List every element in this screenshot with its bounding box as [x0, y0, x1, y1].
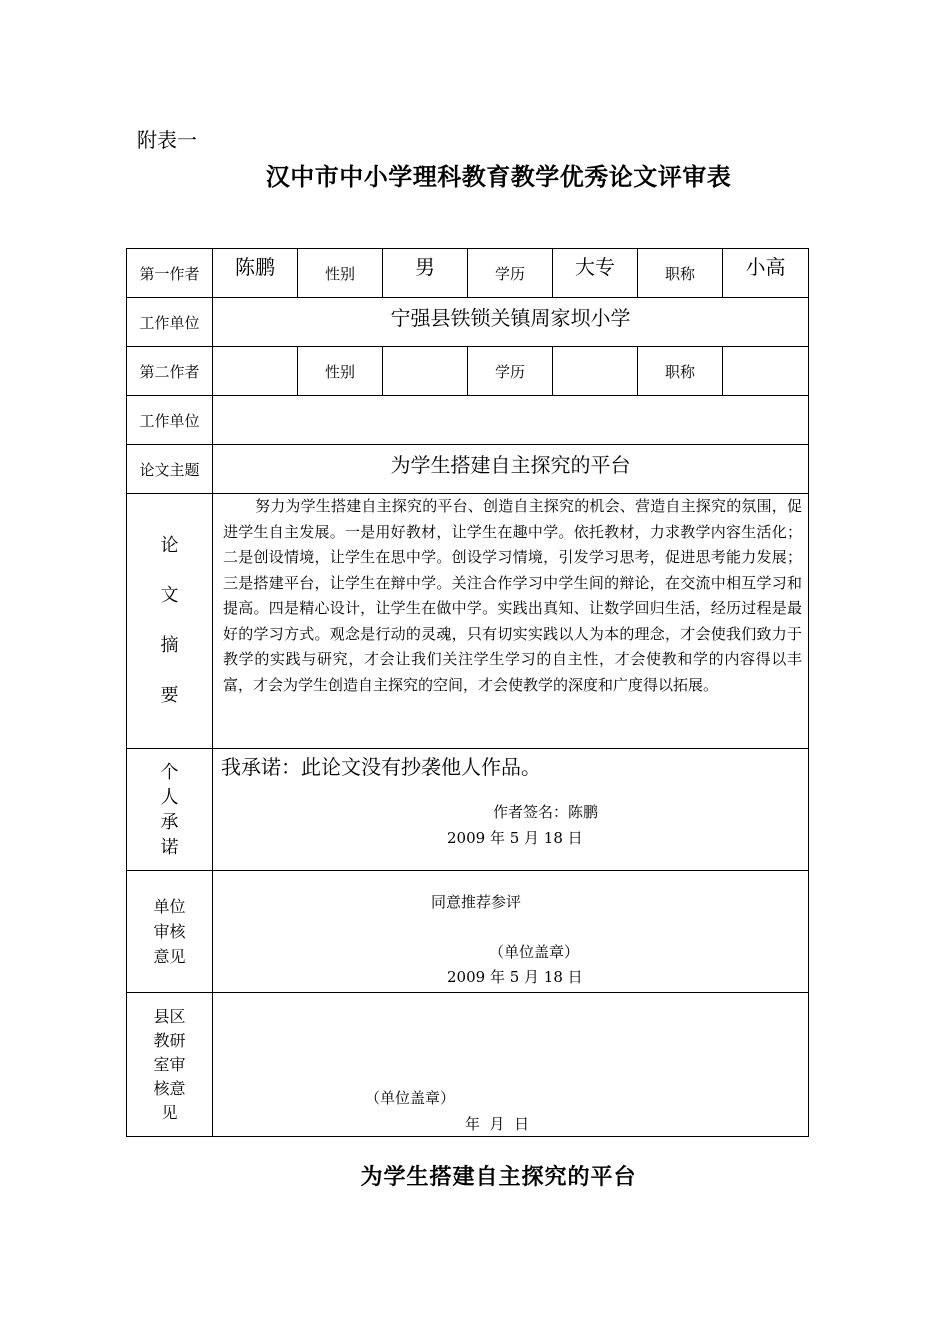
professional-title-label: 职称	[638, 249, 723, 298]
unit-review-label-line: 审核	[153, 922, 186, 941]
abstract-label	[127, 494, 213, 749]
table-row-second-unit	[127, 396, 809, 445]
education-label: 学历	[468, 249, 553, 298]
education-value: 大专	[553, 249, 638, 298]
abstract-text: 努力为学生搭建自主探究的平台、创造自主探究的机会、营造自主探究的氛围，促进学生自主发展。一是用好教材，让学生在趣中学。依托教材，力求教学内容生活化；二是创设情境，让学生在思中学。创设学习情境，引发学习思考，促进思考能力发展；三是搭建平台，让学生在辩中学。关注合作学习中学生间的辩论，在交流中相互学习和提高。四是精心设计，让学生在做中学。实践出真知、让数学回归生活，经历过程是最好的学习方式。观念是行动的灵魂，只有切实实践以人为本的理念，才会使我们致力于教学的实践与研究，才会让我们关注学生学习的自主性，才会使教和学的内容得以丰富，才会为学生创造自主探究的空间，才会使教学的深度和广度得以拓展。	[213, 494, 809, 749]
appendix-label: 附表一	[137, 128, 197, 152]
unit-review-label-line: 单位	[153, 897, 186, 916]
county-review-label-line: 见	[161, 1102, 178, 1122]
pledge-label-char: 承	[160, 811, 179, 833]
unit-review-opinion: 同意推荐参评	[431, 893, 522, 911]
unit-review-label-line: 意见	[153, 947, 186, 966]
topic-value: 为学生搭建自主探究的平台	[213, 445, 809, 494]
author-signature: 作者签名：陈鹏	[493, 803, 599, 821]
gender-value: 男	[383, 249, 468, 298]
abstract-label-char: 文	[160, 585, 179, 606]
pledge-label-char: 人	[160, 786, 179, 808]
table-row-pledge	[127, 749, 809, 871]
second-author-value	[213, 347, 298, 396]
unit-review-cell	[213, 871, 809, 993]
second-gender-value	[383, 347, 468, 396]
unit-review-date: 2009 年 5 月 18 日	[447, 968, 583, 986]
table-row-topic	[127, 445, 809, 494]
second-work-unit-value	[213, 396, 809, 445]
county-review-label-line: 室审	[153, 1054, 186, 1074]
pledge-label-char: 个	[160, 761, 179, 783]
pledge-text: 我承诺：此论文没有抄袭他人作品。	[221, 755, 541, 779]
first-author-label: 第一作者	[127, 249, 213, 298]
abstract-label-char: 要	[160, 685, 179, 706]
table-row-county-review	[127, 993, 809, 1137]
county-review-date: 年 月 日	[465, 1115, 530, 1133]
gender-label: 性别	[298, 249, 383, 298]
topic-label: 论文主题	[127, 445, 213, 494]
table-row-unit	[127, 298, 809, 347]
abstract-label-char: 论	[160, 535, 179, 556]
abstract-label-char: 摘	[160, 635, 179, 656]
pledge-label	[127, 749, 213, 871]
second-author-label: 第二作者	[127, 347, 213, 396]
first-author-value: 陈鹏	[213, 249, 298, 298]
pledge-date: 2009 年 5 月 18 日	[447, 829, 583, 847]
table-row-unit-review	[127, 871, 809, 993]
second-education-label: 学历	[468, 347, 553, 396]
table-row-second-author	[127, 347, 809, 396]
unit-review-stamp: （单位盖章）	[489, 943, 580, 961]
second-education-value	[553, 347, 638, 396]
county-review-cell	[213, 993, 809, 1137]
work-unit-value: 宁强县铁锁关镇周家坝小学	[213, 298, 809, 347]
county-review-label-line: 核意	[153, 1078, 186, 1098]
paper-subtitle: 为学生搭建自主探究的平台	[360, 1164, 637, 1190]
second-professional-title-value	[723, 347, 809, 396]
second-professional-title-label: 职称	[638, 347, 723, 396]
county-review-stamp: （单位盖章）	[365, 1089, 456, 1107]
unit-review-label	[127, 871, 213, 993]
table-row-first-author	[127, 249, 809, 298]
county-review-label-line: 县区	[153, 1006, 186, 1026]
second-gender-label: 性别	[298, 347, 383, 396]
table-row-abstract	[127, 494, 809, 749]
professional-title-value: 小高	[723, 249, 809, 298]
pledge-cell	[213, 749, 809, 871]
page-title: 汉中市中小学理科教育教学优秀论文评审表	[265, 162, 732, 191]
pledge-label-char: 诺	[160, 836, 179, 858]
review-form-table	[126, 248, 809, 1137]
second-work-unit-label: 工作单位	[127, 396, 213, 445]
county-review-label	[127, 993, 213, 1137]
work-unit-label: 工作单位	[127, 298, 213, 347]
county-review-label-line: 教研	[153, 1030, 186, 1050]
